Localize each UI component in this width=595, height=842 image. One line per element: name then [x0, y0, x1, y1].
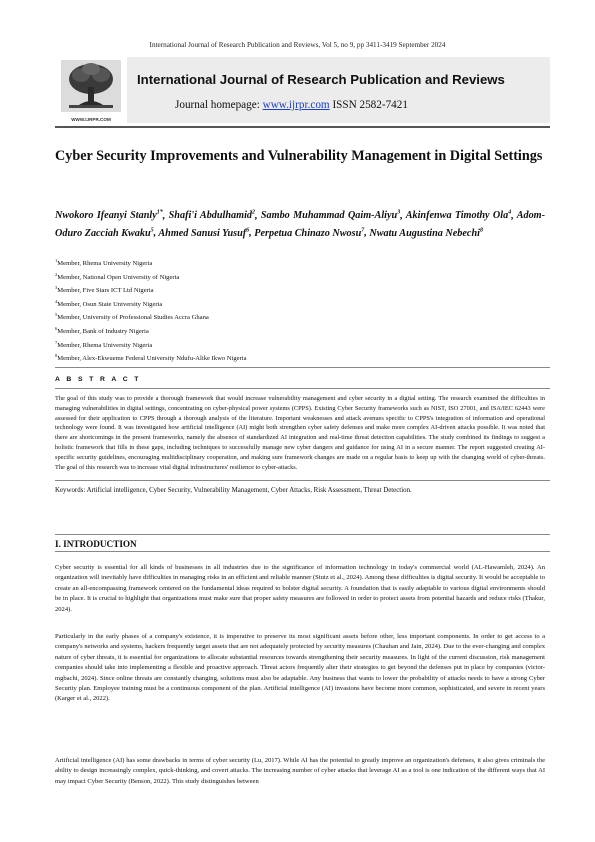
journal-logo [55, 57, 127, 123]
affiliation-mark: 2 [55, 271, 58, 277]
affiliation-text: Member, Bank of Industry Nigeria [57, 328, 149, 336]
journal-header [55, 57, 550, 123]
affiliation-text: Member, National Open University of Nigeria [57, 273, 180, 281]
intro-paragraph: Artificial intelligence (AI) has some drawbacks in terms of cyber security (Lu, 2017). While AI has the potential to greatly improve an organization's defenses, it also gives criminals the ability to design increasingly complex, quick-thinking, and covert attacks. The increasing number of cyber attacks that leverage AI as a tool is one indication of the different ways that AI may impact Cyber Security (Benson, 2022). This study distinguishes between [55, 757, 545, 785]
author-affiliation-mark: 5 [150, 227, 154, 234]
abstract-text: The goal of this study was to provide a thorough framework that would increase vulnerability management and cyber security in a digital setting. The research examined the difficulties in managing vulnerabilities in digital settings, concentrating on cyber-physical power systems (CPPS). Existing Cyber Security frameworks such as NIST, ISO 27001, and ISA/IEC 62443 were assessed for their application to CPPS through a thorough analysis of the literature. Important weaknesses and attack avenues specific to CPPS's integration of information and operational technology were found. It was investigated how artificial intelligence (AI) might both strengthen cyber safety defenses and make more complex AI-driven attacks possible. It was noted that there are shortcomings in the present frameworks, namely the absence of standardized AI integration and real-time threat detection capabilities. The study combined its findings to suggest a holistic framework that fills in these gaps, including techniques to successfully manage new cyber dangers and guidance for using AI in a secure manner. The report suggested creating AI-specific security guidelines, encouraging multidisciplinary cooperation, and making sure framework changes are made on a regular basis to keep up with the changing world of cyber-threats. The goal of this research was to increase vital digital infrastructures' resilience to cyber-attacks. [55, 395, 545, 471]
author-affiliation-mark: 3 [397, 210, 401, 216]
author-name [169, 210, 255, 221]
affiliation-list [55, 256, 545, 365]
author-name-text: Nwatu Augustina Nebechi [369, 227, 480, 239]
affiliation-item [55, 283, 545, 297]
header-rule [55, 126, 550, 128]
author-affiliation-mark: 1* [156, 210, 163, 216]
abstract-bottom-rule [55, 480, 550, 481]
affiliation-mark: 8 [55, 353, 58, 359]
author-name [406, 210, 512, 221]
author-name [158, 228, 249, 239]
affiliation-item [55, 310, 545, 324]
author-affiliation-mark: 8 [479, 227, 483, 234]
affiliation-text: Member, Osun State University Nigeria [57, 300, 163, 308]
journal-homepage-line [175, 99, 408, 111]
section-top-rule [55, 534, 550, 535]
keywords: Keywords: Artificial intelligence, Cyber Security, Vulnerability Management, Cyber Attacks, Risk Assessment, Threat Detection. [55, 487, 412, 494]
issn: ISSN 2582-7421 [332, 99, 408, 111]
affiliation-item [55, 256, 545, 270]
journal-title: International Journal of Research Publication and Reviews [137, 72, 505, 87]
author-list: Nwokoro Ifeanyi Stanly$^{1*}$, Shafi'i Abdulhamid$^2$, Sambo Muhammad Qaim-Aliyu$^3$, Akinfenwa Timothy Ola$^4$, Adom-Oduro Zacciah Kwaku$^5$, Ahmed Sanusi Yusuf$^6$, Perpetua Chinazo Nwosu$^7$, Nwatu Augustina Nebechi$^8$ [55, 210, 546, 239]
affiliation-item [55, 351, 545, 365]
author-name-text: Adom-Oduro Zacciah Kwaku [55, 210, 546, 239]
affiliation-text: Member, Rhema University Nigeria [57, 341, 153, 349]
homepage-link[interactable]: www.ijrpr.com [262, 99, 330, 111]
affiliation-item [55, 324, 545, 338]
logo-caption: WWW.IJRPR.COM [71, 117, 111, 122]
author-name-text: Sambo Muhammad Qaim-Aliyu [260, 210, 398, 222]
paper-title: Cyber Security Improvements and Vulnerability Management in Digital Settings [55, 148, 543, 164]
author-name-text: Akinfenwa Timothy Ola [405, 210, 509, 222]
affiliation-text: Member, University of Professional Studies Accra Ghana [57, 314, 209, 322]
author-affiliation-mark: 6 [246, 227, 250, 234]
affiliation-mark: 3 [55, 285, 58, 291]
author-affiliation-mark: 2 [252, 210, 255, 216]
affiliation-mark: 7 [55, 339, 58, 345]
affiliation-mark: 6 [55, 325, 58, 331]
author-affiliation-mark: 4 [508, 210, 512, 216]
homepage-label: Journal homepage: [175, 99, 260, 111]
author-name-text: Perpetua Chinazo Nwosu [254, 227, 362, 239]
affiliation-text: Member, Alex-Ekwueme Federal University Ndufu-Alike Ikwo Nigeria [57, 355, 247, 363]
affiliation-text: Member, Five Stars ICT Ltd Nigeria [57, 287, 154, 295]
tree-logo-icon [55, 57, 127, 115]
affiliation-mark: 1 [55, 258, 58, 263]
author-name-text: Nwokoro Ifeanyi Stanly [55, 210, 157, 222]
affiliation-text: Member, Rhema University Nigeria [57, 260, 153, 268]
section-heading-introduction: I. INTRODUCTION [55, 539, 137, 549]
affiliation-mark: 4 [55, 298, 58, 304]
running-head: International Journal of Research Publication and Reviews, Vol 5, no 9, pp 3411-3419 September 2024 [149, 41, 446, 49]
author-name [55, 210, 163, 221]
author-name-text: Shafi'i Abdulhamid [168, 210, 252, 222]
author-affiliation-mark: 7 [361, 227, 365, 234]
affiliation-item [55, 270, 545, 284]
author-name [369, 228, 483, 239]
author-name-text: Ahmed Sanusi Yusuf [158, 227, 247, 239]
intro-paragraph: Particularly in the early phases of a company's existence, it is imperative to preserve its most significant assets before other, less important components. In order to get access to a company's networks and systems, hackers frequently target assets that are not adequately protected by security measures (Chauhan and Jain, 2024). Due to the ever-changing and complex nature of cyber threats, it is essential for organizations to allocate substantial resources towards strengthening their security measures. In light of the current discussion, risk management companies should take into implementing a flexible and proactive approach. Threat actors frequently alter their strategies to get beyond the defenses put in place by companies (victor-mgbachi, 2024). Since online threats are constantly changing, solutions must also be adaptable. Any business that wants to lower the probability of attacks needs to have a strong Cyber Security plan. Employee training must be a continuous component of the plan. Artificial intelligence (AI) invasions have become more common, sophisticated, and severe in recent years (Karger et al., 2022). [55, 633, 545, 703]
section-bottom-rule [55, 551, 550, 552]
affiliation-item [55, 297, 545, 311]
abstract-heading: A B S T R A C T [55, 376, 141, 383]
author-name [261, 210, 400, 221]
author-name [254, 228, 364, 239]
intro-paragraph: Cyber security is essential for all kinds of businesses in all industries due to the significance of information technology in today's commercial world (AL-Hawamleh, 2024). An organization will inevitably have difficulties in managing risks in an efficient and reliable manner (Stutz et al., 2024). Among these difficulties is digital security. It would be acceptable to create an all-encompassing framework centered on the fundamental ideas required to bolster digital security. A foundation that is easily adaptable to various digital environments should be in place. It is crucial to highlight that organizations must make sure that proper safety measures are followed in order to protect assets from potential hazards and reduce risks (Thakur, 2024). [55, 564, 545, 613]
abstract-top-rule [55, 367, 550, 368]
affiliation-mark: 5 [55, 312, 58, 318]
affiliation-item [55, 338, 545, 352]
abstract-heading-rule [55, 388, 550, 389]
